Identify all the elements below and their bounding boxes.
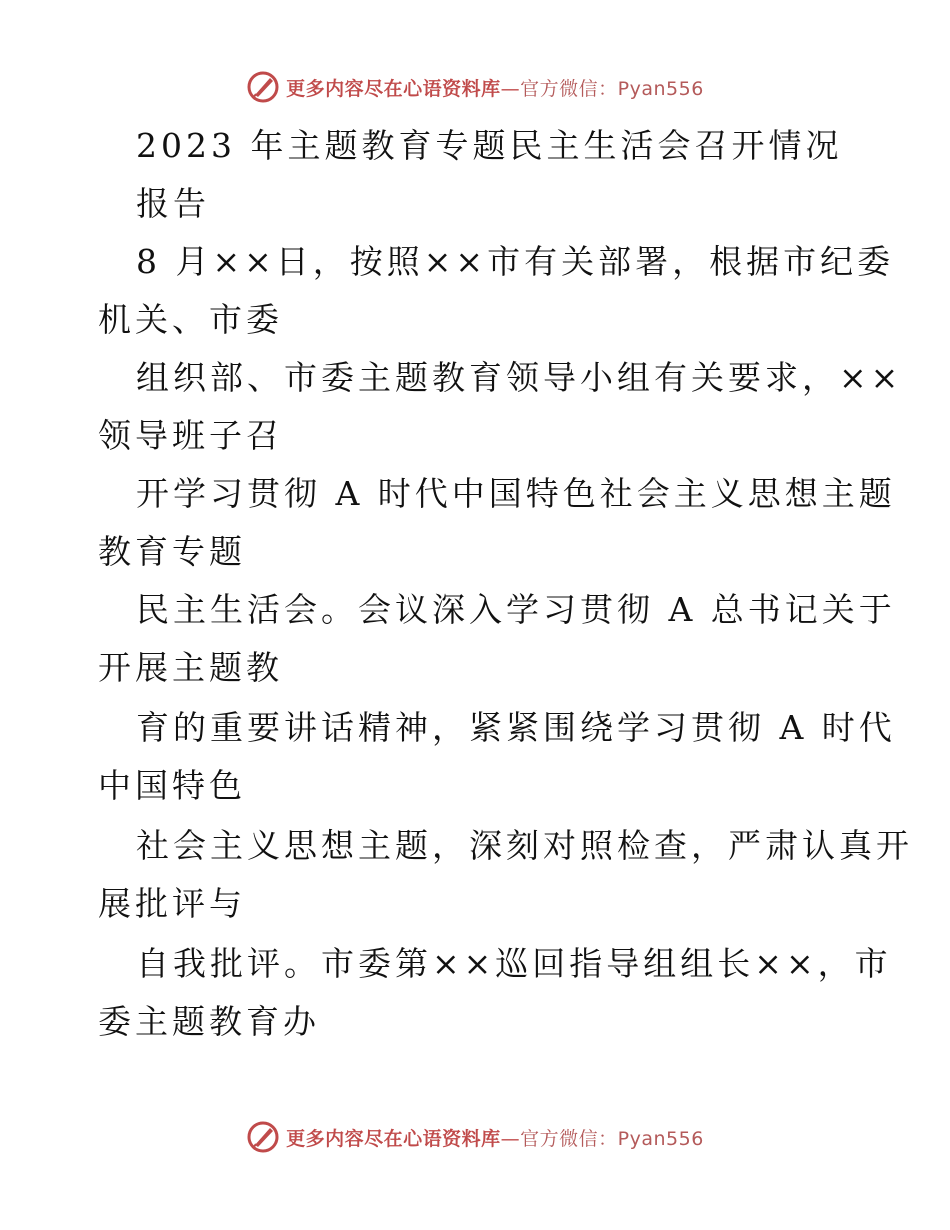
doc-text-line: 机关、市委	[98, 300, 283, 339]
doc-text-line: 中国特色	[98, 766, 246, 805]
doc-text-line: 领导班子召	[98, 416, 283, 455]
banner-library-text: 更多内容尽在心语资料库	[286, 1127, 501, 1150]
banner-wechat-text: 官方微信：Pyan556	[520, 77, 704, 100]
doc-text-line: 开展主题教	[98, 648, 283, 687]
banner-separator: —	[500, 77, 521, 100]
banner-text	[286, 74, 704, 101]
banner-text	[286, 1124, 704, 1151]
doc-text-line: 教育专题	[98, 532, 246, 571]
doc-text-line: 展批评与	[98, 884, 246, 923]
banner-separator: —	[500, 1127, 521, 1150]
doc-text-line: 开学习贯彻 A 时代中国特色社会主义思想主题	[136, 474, 896, 513]
doc-text-line: 组织部、市委主题教育领导小组有关要求，××	[136, 358, 903, 397]
doc-title-line: 2023 年主题教育专题民主生活会召开情况	[136, 126, 843, 165]
footer-banner	[0, 1120, 950, 1154]
doc-text-line: 民主生活会。会议深入学习贯彻 A 总书记关于	[136, 590, 896, 629]
doc-text-line: 育的重要讲话精神，紧紧围绕学习贯彻 A 时代	[136, 708, 896, 747]
doc-text-line: 社会主义思想主题，深刻对照检查，严肃认真开	[136, 826, 913, 865]
doc-title-line: 报告	[136, 184, 210, 223]
header-banner	[0, 70, 950, 104]
quill-circle-icon	[246, 70, 280, 104]
doc-text-line: 委主题教育办	[98, 1002, 320, 1041]
doc-text-line: 8 月××日，按照××市有关部署，根据市纪委	[136, 242, 895, 281]
banner-library-text: 更多内容尽在心语资料库	[286, 77, 501, 100]
banner-wechat-text: 官方微信：Pyan556	[520, 1127, 704, 1150]
quill-circle-icon	[246, 1120, 280, 1154]
doc-text-line: 自我批评。市委第××巡回指导组组长××，市	[136, 944, 892, 983]
